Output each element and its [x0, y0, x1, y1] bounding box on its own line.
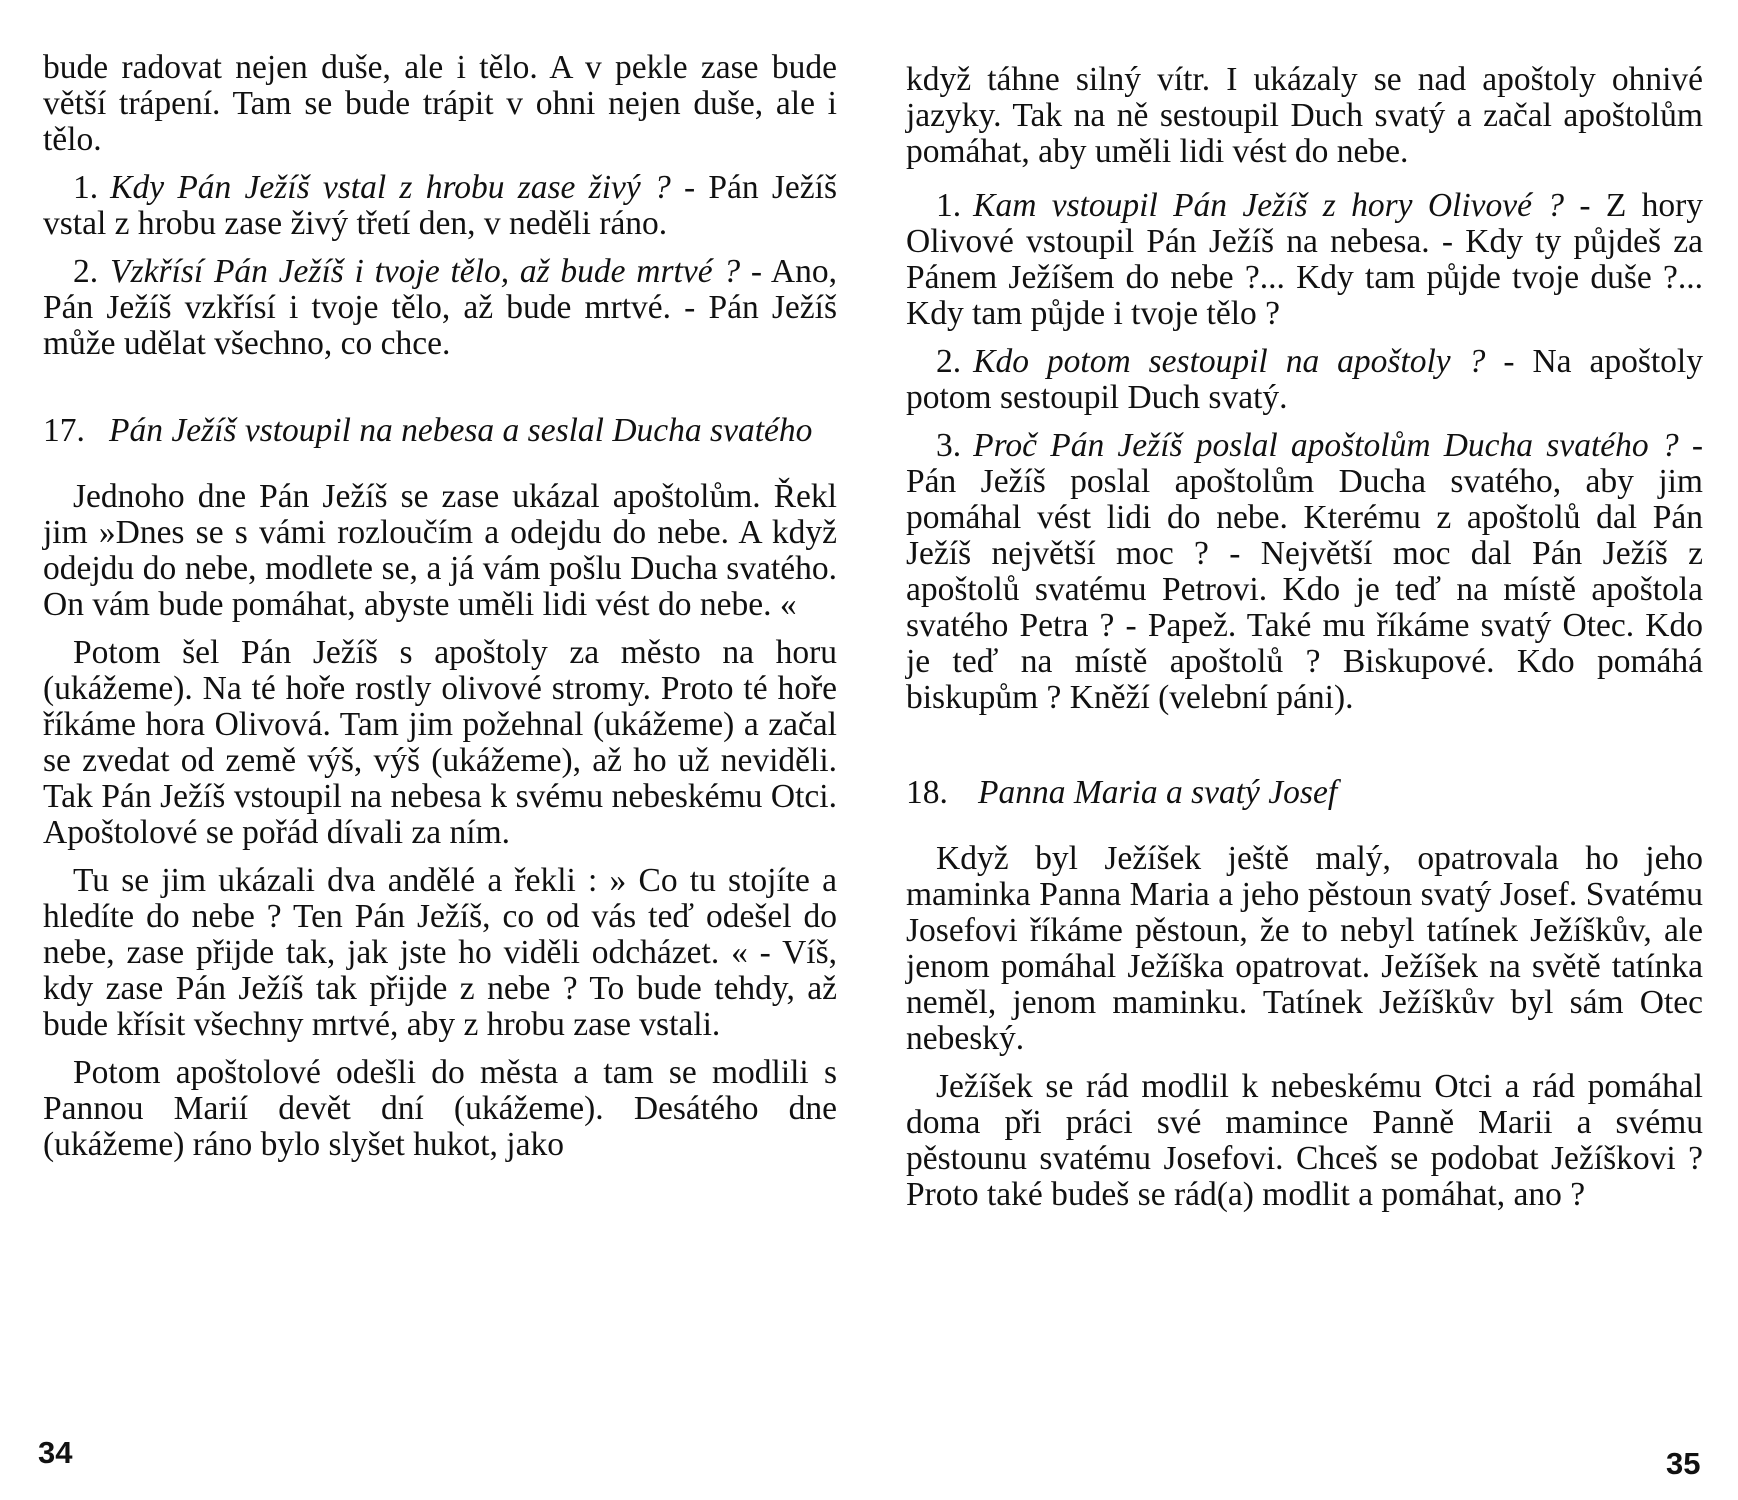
question-text: Kam vstoupil Pán Ježíš z hory Olivové ? — [973, 187, 1565, 224]
right-question-1 — [906, 188, 1703, 332]
question-number: 2. — [73, 253, 99, 290]
right-page — [869, 0, 1738, 1500]
question-text: Kdy Pán Ježíš vstal z hrobu zase živý ? — [110, 169, 671, 206]
section-18-heading — [906, 774, 1703, 811]
answer-text: - Pán Ježíš vstal z hrobu zase živý třetí den, v neděli ráno. — [43, 169, 838, 242]
question-number: 2. — [936, 343, 962, 380]
question-text: Proč Pán Ježíš poslal apoštolům Ducha svatého ? — [973, 427, 1679, 464]
section-17-title: Pán Ježíš vstoupil na nebesa a seslal Ducha svatého — [109, 412, 813, 449]
right-text-column — [906, 62, 1703, 1213]
section-17-heading — [43, 412, 837, 449]
question-number: 3. — [936, 427, 962, 464]
left-text-column — [43, 50, 837, 1163]
question-text: Kdo potom sestoupil na apoštoly ? — [973, 343, 1486, 380]
section-18-title: Panna Maria a svatý Josef — [978, 774, 1338, 811]
answer-text: - Ano, Pán Ježíš vzkřísí i tvoje tělo, až bude mrtvé. - Pán Ježíš může udělat všechno, co chce. — [43, 253, 837, 362]
question-number: 1. — [936, 187, 962, 224]
left-paragraph-1: Jednoho dne Pán Ježíš se zase ukázal apoštolům. Řekl jim »Dnes se s vámi rozloučím a odejdu do nebe. A když odejdu do nebe, modlete se, a já vám pošlu Ducha svatého. On vám bude pomáhat, abyste uměli lidi vést do nebe. « — [43, 478, 837, 623]
right-intro-paragraph: když táhne silný vítr. I ukázaly se nad apoštoly ohnivé jazyky. Tak na ně sestoupil Duch svatý a začal apoštolům pomáhat, aby uměli lidi vést do nebe. — [906, 61, 1703, 170]
left-question-1 — [43, 170, 837, 242]
right-paragraph-1: Když byl Ježíšek ještě malý, opatrovala ho jeho maminka Panna Maria a jeho pěstoun svatý Josef. Svatému Josefovi říkáme pěstoun, že to nebyl tatínek Ježíškův, ale jenom pomáhal Ježíška opatrovat. Ježíšek na světě tatínka neměl, jenom maminku. Tatínek Ježíškův byl sám Otec nebeský. — [906, 840, 1703, 1057]
left-question-2 — [43, 254, 837, 362]
section-17-number: 17. — [43, 412, 85, 449]
right-question-3 — [906, 428, 1703, 716]
question-text: Vzkřísí Pán Ježíš i tvoje tělo, až bude mrtvé ? — [110, 253, 741, 290]
left-paragraph-3: Tu se jim ukázali dva andělé a řekli : » Co tu stojíte a hledíte do nebe ? Ten Pán Ježíš, co od vás teď odešel do nebe, zase přijde tak, jak jste ho viděli odcházet. « - Víš, kdy zase Pán Ježíš tak přijde z nebe ? To bude tehdy, až bude křísit všechny mrtvé, aby z hrobu zase vstali. — [43, 862, 837, 1043]
page-number-left: 34 — [38, 1435, 73, 1470]
left-paragraph-2: Potom šel Pán Ježíš s apoštoly za město na horu (ukážeme). Na té hoře rostly olivové stromy. Proto té hoře říkáme hora Olivová. Tam jim požehnal (ukážeme) a začal se zvedat od země výš, výš (ukážeme), až ho už neviděli. Tak Pán Ježíš vstoupil na nebesa k svému nebeskému Otci. Apoštolové se pořád dívali za ním. — [43, 634, 837, 851]
page-number-right: 35 — [1666, 1446, 1701, 1481]
answer-text: - Z hory Olivové vstoupil Pán Ježíš na nebesa. - Kdy ty půjdeš za Pánem Ježíšem do nebe ?... Kdy tam půjde tvoje duše ?... Kdy tam půjde i tvoje tělo ? — [906, 187, 1703, 332]
answer-text: - Na apoštoly potom sestoupil Duch svatý. — [906, 343, 1703, 416]
left-paragraph-4: Potom apoštolové odešli do města a tam se modlili s Pannou Marií devět dní (ukážeme). Desátého dne (ukážeme) ráno bylo slyšet hukot, jako — [43, 1054, 837, 1163]
answer-text: - Pán Ježíš poslal apoštolům Ducha svatého, aby jim pomáhal vést lidi do nebe. Kterému z apoštolů dal Pán Ježíš největší moc ? - Největší moc dal Pán Ježíš z apoštolů svatému Petrovi. Kdo je teď na místě apoštola svatého Petra ? - Papež. Také mu říkáme svatý Otec. Kdo je teď na místě apoštolů ? Biskupové. Kdo pomáhá biskupům ? Kněží (velební páni). — [906, 427, 1703, 716]
right-paragraph-2: Ježíšek se rád modlil k nebeskému Otci a rád pomáhal doma při práci své mamince Panně Marii a svému pěstounu svatému Josefovi. Chceš se podobat Ježíškovi ? Proto také budeš se rád(a) modlit a pomáhat, ano ? — [906, 1068, 1703, 1213]
section-18-number: 18. — [906, 774, 948, 811]
left-intro-paragraph: bude radovat nejen duše, ale i tělo. A v pekle zase bude větší trápení. Tam se bude trápit v ohni nejen duše, ale i tělo. — [43, 49, 837, 158]
question-number: 1. — [73, 169, 99, 206]
right-question-2 — [906, 344, 1703, 416]
